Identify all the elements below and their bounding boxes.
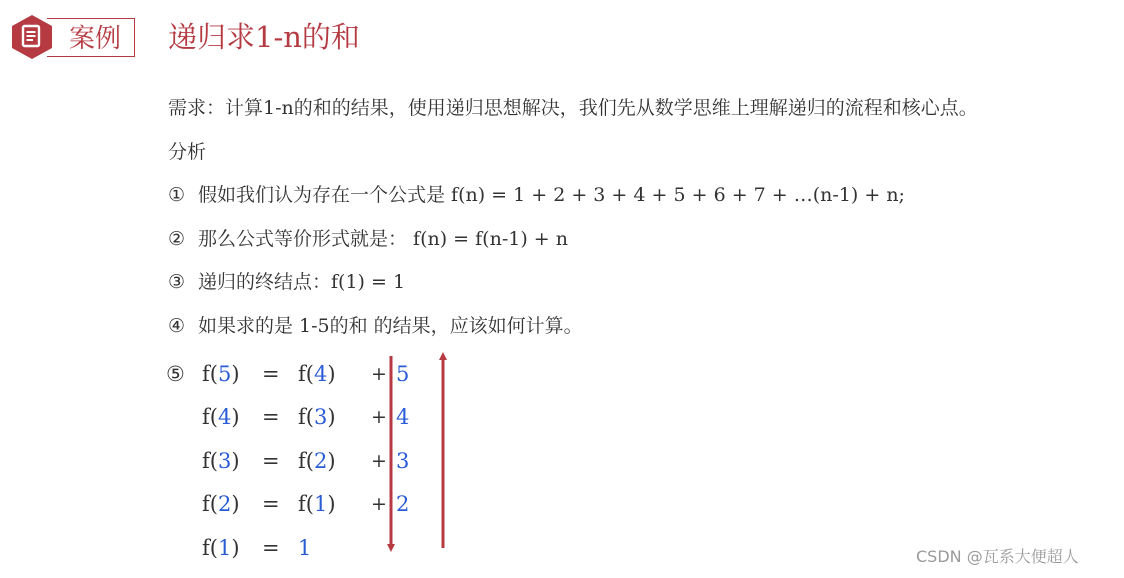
step-value: 2 (396, 492, 410, 516)
page-title: 递归求1-n的和 (168, 20, 360, 54)
requirement-text: 需求：计算1-n的和的结果，使用递归思想解决，我们先从数学思维上理解递归的流程和核心点。 (168, 97, 978, 119)
step-lhs: f(1) (202, 536, 240, 560)
step-mark: ⑤ (166, 362, 185, 386)
step-value: 1 (298, 536, 312, 560)
step-lhs: f(5) (202, 362, 240, 386)
step-value: 3 (396, 449, 410, 473)
step-lhs: f(3) (202, 449, 240, 473)
step-eq: = (262, 405, 280, 429)
item-text: 递归的终结点：f(1) = 1 (198, 271, 406, 293)
badge-label: 案例 (69, 24, 122, 54)
step-rhs: f(4) (298, 362, 336, 386)
step-plus: + (371, 450, 387, 472)
item-text: 假如我们认为存在一个公式是 f(n) = 1 + 2 + 3 + 4 + 5 + 6 + 7 + …(n-1) + n; (198, 184, 905, 206)
step-eq: = (262, 492, 280, 516)
step-rhs: f(3) (298, 405, 336, 429)
step-value: 5 (396, 362, 410, 386)
step-plus: + (371, 493, 387, 515)
item-text: 如果求的是 1-5的和 的结果，应该如何计算。 (198, 315, 583, 337)
step-lhs: f(4) (202, 405, 240, 429)
step-lhs: f(2) (202, 492, 240, 516)
item-text: 那么公式等价形式就是： f(n) = f(n-1) + n (198, 228, 568, 250)
step-plus: + (371, 406, 387, 428)
step-rhs: f(1) (298, 492, 336, 516)
item-mark: ④ (168, 315, 186, 337)
watermark: CSDN @瓦系大便超人 (916, 547, 1079, 566)
step-eq: = (262, 536, 280, 560)
step-rhs: f(2) (298, 449, 336, 473)
item-mark: ① (168, 184, 186, 206)
step-plus: + (371, 363, 387, 385)
item-mark: ③ (168, 271, 186, 293)
item-mark: ② (168, 228, 186, 250)
step-value: 4 (396, 405, 410, 429)
step-eq: = (262, 449, 280, 473)
analysis-heading: 分析 (168, 141, 207, 163)
step-eq: = (262, 362, 280, 386)
